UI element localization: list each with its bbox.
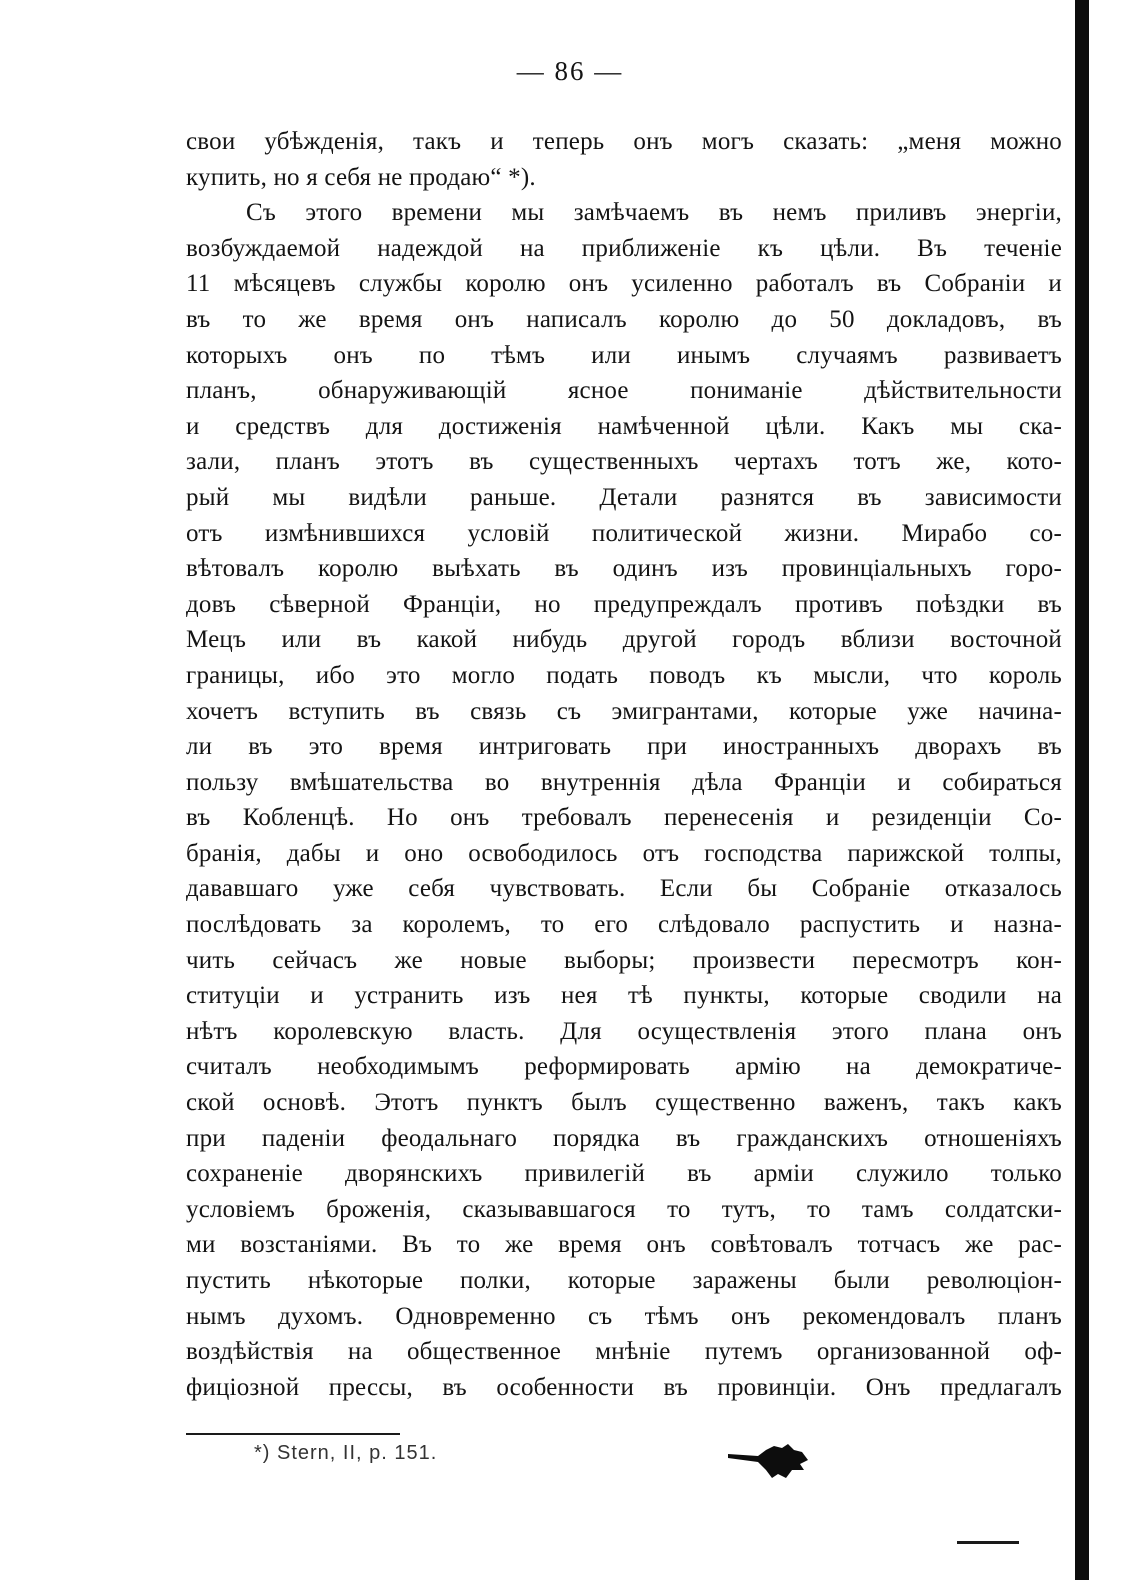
text-line: дававшаго уже себя чувствовать. Если бы Собраніе отказалось [186,875,1062,903]
text-line: послѣдовать за королемъ, то его слѣдовало распустить и назна- [186,911,1062,939]
bottom-edge-mark [957,1541,1019,1544]
text-line: отъ измѣнившихся условій политической жизни. Мирабо со- [186,519,1062,547]
paragraph [186,124,1062,195]
text-line: сохраненіе дворянскихъ привилегій въ арміи служило только [186,1160,1062,1188]
text-line: и средствъ для достиженія намѣченной цѣли. Какъ мы ска- [186,412,1062,440]
text-line: въ то же время онъ написалъ королю до 50 докладовъ, въ [186,305,1062,333]
text-line: условіемъ броженія, сказывавшагося то тутъ, то тамъ солдатски- [186,1195,1062,1223]
text-line: возбуждаемой надеждой на приближеніе къ цѣли. Въ теченіе [186,234,1062,262]
text-line: довъ сѣверной Франціи, но предупреждалъ противъ поѣздки въ [186,590,1062,618]
text-line: которыхъ онъ по тѣмъ или инымъ случаямъ развиваетъ [186,341,1062,369]
text-line: бранія, дабы и оно освободилось отъ господства парижской толпы, [186,839,1062,867]
text-line: купить, но я себя не продаю“ *). [186,163,536,191]
text-line: 11 мѣсяцевъ службы королю онъ усиленно работалъ въ Собраніи и [186,270,1062,298]
text-line: планъ, обнаруживающій ясное пониманіе дѣйствительности [186,377,1062,405]
text-line: пустить нѣкоторые полки, которые заражены были революціон- [186,1267,1062,1294]
text-line: вѣтовалъ королю выѣхать въ одинъ изъ провинціальныхъ горо- [186,555,1062,583]
footnote: *) Stern, II, p. 151. [254,1442,438,1464]
text-line: ституціи и устранить изъ нея тѣ пункты, которые сводили на [186,982,1062,1010]
footnote-divider [186,1433,400,1435]
text-line: при паденіи феодальнаго порядка въ гражданскихъ отношеніяхъ [186,1124,1062,1152]
ink-blot-mark [728,1440,812,1480]
page-body [186,124,1062,1405]
text-line: нымъ духомъ. Одновременно съ тѣмъ онъ рекомендовалъ планъ [186,1302,1062,1330]
text-line: фиціозной прессы, въ особенности въ провинціи. Онъ предлагалъ [186,1373,1062,1401]
text-line: ли въ это время интриговать при иностранныхъ дворахъ въ [186,733,1062,761]
text-line: считалъ необходимымъ реформировать армію на демократиче- [186,1053,1062,1081]
text-line: зали, планъ этотъ въ существенныхъ чертахъ тотъ же, кото- [186,448,1062,476]
text-line: въ Кобленцѣ. Но онъ требовалъ перенесенія и резиденціи Со- [186,804,1062,832]
text-line: хочетъ вступить въ связь съ эмигрантами, которые уже начина- [186,697,1062,725]
text-line: границы, ибо это могло подать поводъ къ мысли, что король [186,661,1062,689]
text-line: пользу вмѣшательства во внутреннія дѣла Франціи и собираться [186,768,1062,796]
text-line: рый мы видѣли раньше. Детали разнятся въ зависимости [186,483,1062,511]
text-line: Съ этого времени мы замѣчаемъ въ немъ приливъ энергіи, [246,199,1062,227]
page-number: — 86 — [516,56,624,86]
text-line: нѣтъ королевскую власть. Для осуществленія этого плана онъ [186,1017,1062,1045]
text-line: свои убѣжденія, такъ и теперь онъ могъ сказать: „меня можно [186,128,1062,155]
text-line: ской основѣ. Этотъ пунктъ былъ существенно важенъ, такъ какъ [186,1089,1062,1117]
paragraph [186,195,1062,1405]
scan-edge-bar [1075,0,1089,1580]
text-line: Мецъ или въ какой нибудь другой городъ вблизи восточной [186,626,1062,654]
text-line: воздѣйствія на общественное мнѣніе путемъ организованной оф- [186,1338,1062,1366]
text-line: чить сейчасъ же новые выборы; произвести пересмотръ кон- [186,946,1062,974]
text-line: ми возстаніями. Въ то же время онъ совѣтовалъ тотчасъ же рас- [186,1231,1062,1259]
